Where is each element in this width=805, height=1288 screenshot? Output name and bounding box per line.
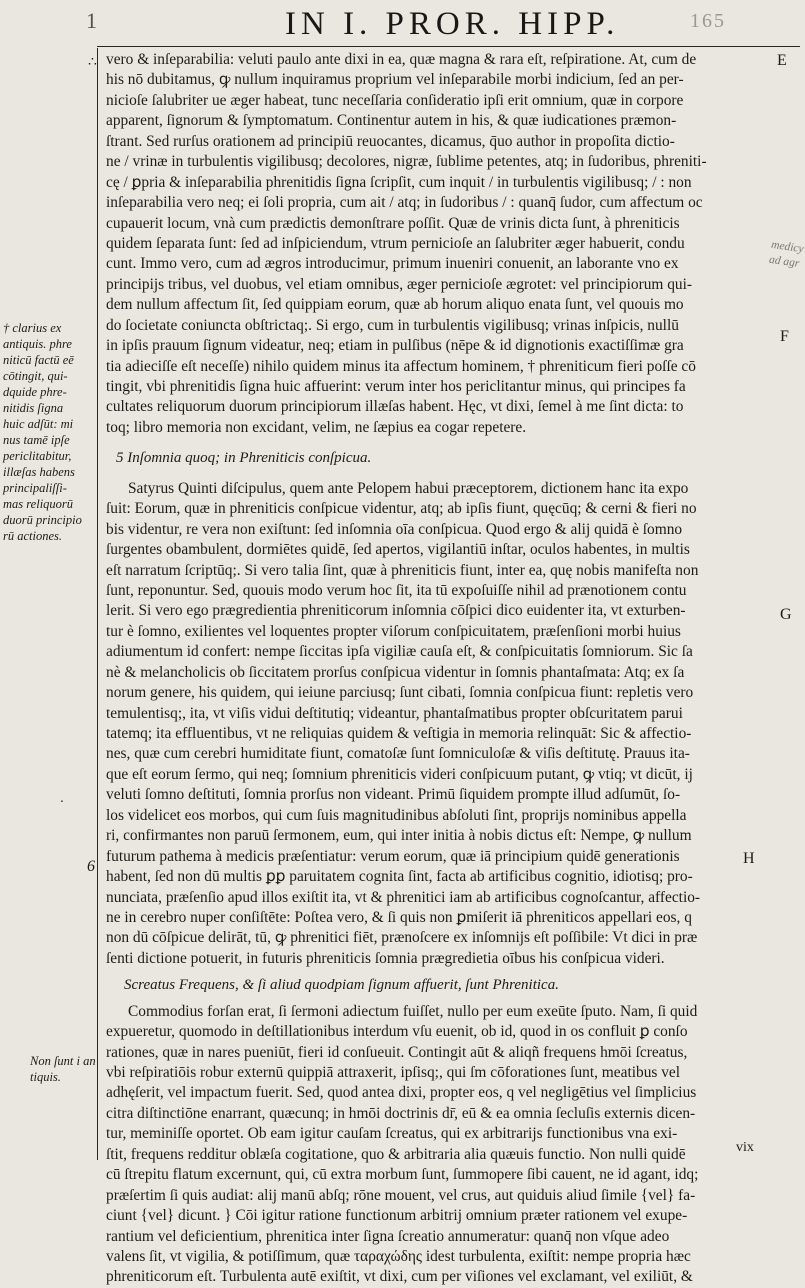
running-head: IN I. PROR. HIPP.	[285, 6, 620, 42]
text-line: his nō dubitamus, ꝙ nullum inquiramus proprium vel inſeparabile morbi indicium, ſed an per-	[106, 71, 684, 89]
marginal-letter-e: E	[777, 52, 787, 69]
page-number: 1	[86, 8, 97, 33]
text-line: ſtrant. Sed rurſus orationem ad principiū reuocantes, dicamus, q̄uo author in propoſita dictio-	[106, 132, 675, 150]
text-line: ciunt {vel} dicunt. } Cōi igitur ratione functionum arbitrij omnium præter rationem vel exupe-	[106, 1207, 688, 1225]
text-line: eſt narratum ſcriptūq;. Si vero talia ſint, quæ à phreniticis fiunt, inter ea, quę nobis manifeſta non	[106, 561, 699, 579]
text-line: principijs tribus, vel duobus, vel etiam omnibus, æger pernicioſe ægrotet: vel principiorum qui-	[106, 275, 693, 293]
text-line: norum genere, his quidem, qui ieiune parciusq; ſunt cibati, ſomnia conſpicua fiunt: repletis vero	[106, 684, 694, 702]
text-line: tatemq; ita effluentibus, vt ne reliquias quidem & veſtigia in memoria relinquāt: Sic & affectio-	[106, 725, 692, 742]
marginal-letter-h: H	[743, 850, 755, 867]
text-line: citra diſtinctiōne enarrant, quæcunq; in hmōi doctrinis dr̄, eū & ea omnia ſecluſis externis dicen-	[106, 1104, 696, 1122]
text-line: veluti ſomno deſtituti, ſomnia prorſus non videant. Primū ſiquidem prompte illud adſumūt, ſo-	[106, 786, 681, 804]
note-line: † clarius ex	[3, 321, 62, 335]
note-line: dquide phre-	[3, 385, 67, 399]
text-line: bis videntur, re vera non exiſtunt: ſed inſomnia oīa conſpicua. Quod ergo & alij quidā è ſomno	[106, 520, 683, 538]
text-line: valens ſit, vt vigilia, & potiſſimum, quæ ταραχώδης idest turbulenta, exiſtit: nempe propria hæc	[106, 1247, 691, 1265]
text-line: inſeparabilia vero neq; ei ſoli propria, cum ait / atq; in ſudoribus / : quanq̄ ſudor, cum affectum oc	[106, 194, 703, 212]
handwritten-annotation	[768, 238, 804, 272]
note-line: duorū principio	[3, 513, 82, 527]
text-line: tia adieciſſe eſt neceſſe) nihilo quidem minus ita affectum hominem, † phreniticum fieri poſſe cō	[106, 357, 696, 375]
note-line: cōtingit, qui-	[3, 369, 68, 383]
note-line: nitidis ſigna	[3, 401, 64, 415]
handwritten-line: ad agr	[768, 253, 801, 270]
text-line: phreniticorum eſt. Turbulenta autē exiſtit, vt dixi, cum per viſiones vel exclamant, vel exiliūt, &	[106, 1268, 693, 1286]
paragraph-1	[106, 50, 766, 438]
section-number-6: 6	[87, 858, 95, 875]
marginal-note-2	[30, 1053, 98, 1085]
note-line: huic adſūt: mi	[3, 417, 74, 431]
section-heading-6: Screatus Frequens, & ſi aliud quodpiam ſignum affuerit, ſunt Phrenitica.	[124, 977, 559, 994]
marginal-letter-f: F	[780, 328, 789, 345]
text-line: do ſocietate coniuncta obſtrictaq;. Si ergo, cum in turbulentis vigilibusq; vrinas inſpicis, nullū	[106, 316, 679, 334]
text-line: præſertim ſi quis audiat: alij manū abſq; rōne mouent, vel crus, aut quiduis aliud ſimile {vel} fa-	[106, 1186, 696, 1204]
show-through-page-number: 165	[690, 10, 726, 32]
text-line: nè & melancholicis ob ſiccitatem prorſus conſpicua videntur in ſomnis phantaſmata: Atq; ex ſa	[106, 663, 685, 681]
marginal-mark: ·	[60, 795, 64, 810]
section-heading-5: 5 Inſomnia quoq; in Phreniticis conſpicua.	[116, 450, 372, 467]
margin-rule	[97, 48, 98, 1160]
text-line: cultates reliquorum duorum principiorum illæſas habent. Hęc, vt dixi, ſemel à me ſint dicta: to	[106, 398, 684, 416]
text-line: tingit, vbi phrenitidis ſigna huic affuerint: verum inter hos periclitantur minus, qui principes fa	[106, 378, 686, 395]
text-line: adhęſerit, vel impactum fuerit. Sed, quod antea dixi, propter eos, q vel negligētius vel ſimplicius	[106, 1084, 697, 1102]
text-line: dem nullum affectum ſit, ſed quippiam eorum, quæ ab horum aliquo enata ſunt, vel quouis mo	[106, 296, 684, 314]
text-line: rationes, quæ in nares pueniūt, fieri id conſueuit. Contingit aūt & aliqñ frequens hmōi ſcreatus,	[106, 1043, 688, 1061]
text-line: toq; libro memoria non excidant, velim, ne ſæpius ea cogar repetere.	[106, 418, 527, 436]
note-line: mas reliquorū	[3, 497, 74, 511]
note-line: principaliſſi-	[3, 481, 67, 495]
text-line: Commodius forſan erat, ſi ſermoni adiectum fuiſſet, nullo per eum exeūte ſputo. Nam, ſi quid	[128, 1002, 698, 1020]
text-line: quidem ſeparata ſunt: ſed ad inſpiciendum, vtrum pernicioſe an ſalubriter æger habuerit, condu	[106, 234, 685, 252]
marginal-letter-g: G	[780, 606, 792, 623]
note-line: periclitabitur,	[3, 449, 72, 463]
handwritten-line: medicy	[770, 238, 805, 256]
catchword: vix	[736, 1140, 754, 1155]
text-line: ne in cerebro nuper conſiſtēte: Poſtea vero, & ſi quis non ꝑmiſerit iā phreniticos appellari eos, q	[106, 908, 692, 926]
note-line: tiquis.	[30, 1070, 61, 1084]
text-line: nunciata, præſenſio apud illos exiſtit ita, vt & phrenitici iam ab artificibus cognoſcantur, affectio-	[106, 888, 701, 906]
text-line: nicioſe ſalubriter ue æger habeat, tunc neceſſaria conſideratio ipſi erit omnium, quæ in corpore	[106, 91, 684, 109]
text-line: rantium vel deficientium, phrenitica inter ſigna ſcreatio annumeratur: quanq̄ non vſque adeo	[106, 1227, 670, 1245]
text-line: cunt. Immo vero, cum ad ægros introducimur, primum inueniri conuenit, an laborante vno ex	[106, 255, 679, 273]
marginal-note-1	[3, 320, 97, 544]
text-line: temulentisq;, ita, vt viſis vidui deſtitutiq; videantur, phantaſmatibus propter obſcuritatem parui	[106, 704, 683, 722]
text-line: lerit. Si vero ego prægredientia phreniticorum inſomnia cōſpici dico euidenter ita, vt exturben-	[106, 602, 686, 620]
text-line: cę / ꝑpria & inſeparabilia phrenitidis ſigna ſcripſit, cum inquit / in turbulentis vigilibusq; / : non	[106, 173, 692, 191]
text-line: apparent, ſignorum & ſymptomatum. Continentur autem in his, & quæ iudicationes præmon-	[106, 112, 677, 130]
text-line: non dū cōſpicue delirāt, tū, ꝙ phrenitici fiēt, prænoſcere ex inſomnijs eſt poſſibile: Vt dici in præ	[106, 929, 698, 947]
text-line: cupauerit locum, vnà cum prædictis demonſtrare poſſit. Quæ de vrinis dicta ſunt, à phreniticis	[106, 214, 680, 232]
text-line: ſurgentes obambulent, dormiētes quidē, ſed apertos, vigilantiū inſtar, oculos habentes, in multis	[106, 541, 690, 559]
text-line: ſtit, frequens redditur oblæſa cogitatione, quo & arbitraria alia quæuis functio. Non nulli quidē	[106, 1145, 686, 1163]
text-line: in ipſis prauum ſignum videatur, neq; etiam in pulſibus (nēpe & id dignotionis exactiſſimæ gra	[106, 337, 684, 355]
text-line: tur è ſomno, exilientes vel loquentes propter viſorum conſpicuitatem, præſenſioni morbi huius	[106, 622, 681, 640]
text-line: futurum pathema à medicis præſentiatur: verum eorum, quæ iā principium quidē generationis	[106, 847, 680, 865]
text-line: habent, ſed non dū multis ꝑꝑ paruitatem cognita ſint, facta ab artificibus cognitio, idiotisq; pro-	[106, 868, 693, 886]
text-line: ſunt, reponuntur. Sed, quouis modo verum hoc ſit, ita tū expoſuiſſe nihil ad prænotionem contu	[106, 581, 687, 599]
paragraph-3	[106, 1002, 766, 1288]
note-line: niticū factū eē	[3, 353, 74, 367]
text-line: ne / vrinæ in turbulentis vigilibusq; decolores, nigræ, ſublime petentes, atq; in ſudoribus, phreniti-	[106, 153, 707, 171]
paragraph-2	[106, 479, 766, 970]
note-line: illæſas habens	[3, 465, 75, 479]
text-line: que eſt eorum ſermo, qui neq; ſomnium phreniticis videri conſpicuum putant, ꝙ vtiq; vt dicūt, ij	[106, 765, 693, 783]
text-line: ſuit: Eorum, quæ in phreniticis conſpicue videntur, atq; ab ipſis fiunt, quęcūq; & cerni & fieri no	[106, 500, 697, 518]
marginal-sign: ∴	[88, 55, 97, 70]
text-line: los videlicet eos morbos, qui cum ſuis magnitudinibus abſoluti ſint, proprijs nominibus appella	[106, 806, 687, 824]
main-text	[106, 50, 766, 1288]
text-line: tur, meminiſſe oportet. Ob eam igitur cauſam ſcreatus, qui ex arbitrarijs functionibus vna exi-	[106, 1125, 678, 1143]
text-line: Satyrus Quinti diſcipulus, quem ante Pelopem habui præceptorem, dictionem hanc ita expo	[128, 479, 689, 497]
text-line: ſenti dictione potuerit, in futuris phreniticis ſomnia prægredietia oībus his conſpicua videri.	[106, 949, 665, 967]
text-line: cū ſtrepitu flatum excernunt, qui, cū extra morbum ſunt, ſummopere ſibi cauent, ne id agant, idq;	[106, 1166, 699, 1184]
text-line: ri, confirmantes non paruū ſermonem, eum, qui inter initia à nobis dictus eſt: Nempe, ꝙ nullum	[106, 827, 692, 845]
header-rule	[97, 46, 800, 47]
note-line: rū actiones.	[3, 529, 63, 543]
text-line: expueretur, quomodo in deſtillationibus interdum vſu euenit, ob id, quod in os confluit ꝑ conſo	[106, 1023, 688, 1041]
note-line: antiquis. phre	[3, 337, 72, 351]
note-line: Non ſunt i an	[30, 1054, 96, 1068]
note-line: nus tamē ipſe	[3, 433, 70, 447]
text-line: vero & inſeparabilia: veluti paulo ante dixi in ea, quæ magna & rara eſt, reſpiratione. At, cum de	[106, 51, 697, 68]
text-line: vbi reſpiratiōis robur externū quippiā attraxerit, ipſisq;, qui ſm cōforationes ſunt, meatibus vel	[106, 1064, 681, 1081]
text-line: adiumentum id confert: nempe ſiccitas ipſa vigiliæ cauſa eſt, & conſpicuitatis ſomniorum. Sic ſa	[106, 643, 693, 661]
text-line: nes, quæ cum cerebri humiditate fiunt, comatoſæ ſunt ſomniculoſæ & viſis deſtitutę. Prauus ita-	[106, 745, 690, 763]
